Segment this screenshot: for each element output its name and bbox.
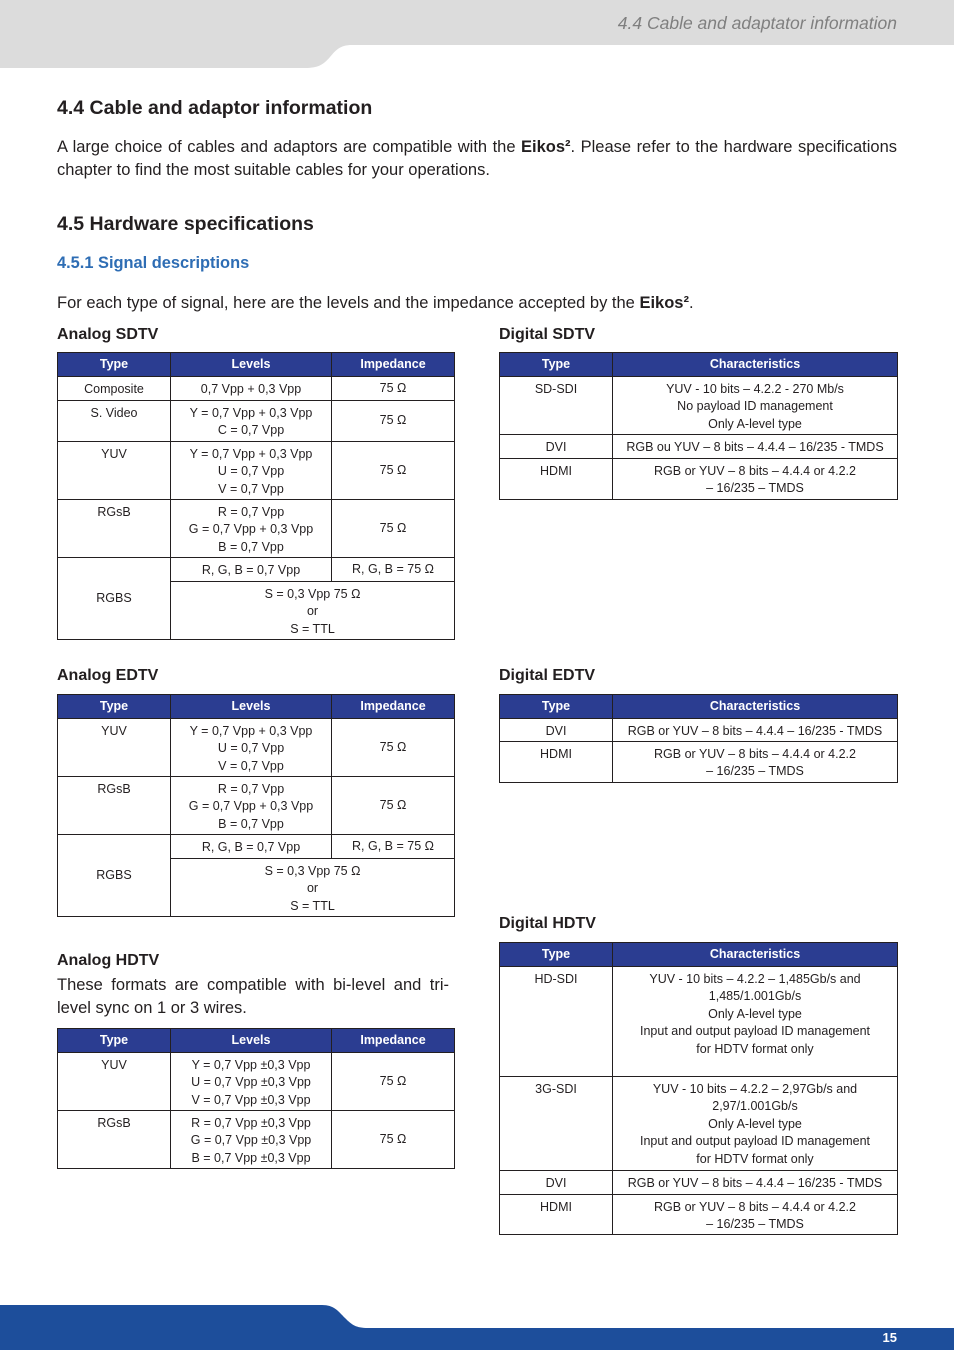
analog-edtv-table bbox=[57, 694, 455, 917]
table-row bbox=[500, 459, 898, 500]
column-header-type: Type bbox=[58, 353, 171, 377]
column-header-impedance: Impedance bbox=[332, 695, 455, 719]
product-name: Eikos² bbox=[521, 138, 571, 156]
levels-cell: R = 0,7 Vpp G = 0,7 Vpp + 0,3 Vpp B = 0,7 Vpp bbox=[171, 500, 332, 558]
table-row bbox=[58, 558, 455, 582]
intro-text-end: . bbox=[688, 294, 694, 312]
digital-hdtv-title: Digital HDTV bbox=[499, 915, 596, 932]
table-row bbox=[58, 1111, 455, 1169]
levels-cell: Y = 0,7 Vpp + 0,3 Vpp U = 0,7 Vpp V = 0,7 Vpp bbox=[171, 442, 332, 500]
sync-cell: S = 0,3 Vpp 75 Ω or S = TTL bbox=[171, 859, 455, 917]
impedance-cell: 75 Ω bbox=[332, 777, 455, 835]
table-header-row bbox=[500, 695, 898, 719]
characteristics-cell: RGB or YUV – 8 bits – 4.4.4 or 4.2.2 – 16/235 – TMDS bbox=[613, 459, 898, 500]
levels-cell: R, G, B = 0,7 Vpp bbox=[171, 835, 332, 859]
signal-type-cell: DVI bbox=[500, 435, 613, 459]
table-row bbox=[500, 435, 898, 459]
signal-type-cell: DVI bbox=[500, 1171, 613, 1195]
signal-type-cell: SD-SDI bbox=[500, 377, 613, 435]
table-header-row bbox=[58, 1029, 455, 1053]
digital-edtv-table bbox=[499, 694, 898, 783]
table-row bbox=[58, 719, 455, 777]
analog-hdtv-note: These formats are compatible with bi-level and tri-level sync on 1 or 3 wires. bbox=[57, 976, 449, 1017]
levels-cell: R = 0,7 Vpp G = 0,7 Vpp + 0,3 Vpp B = 0,7 Vpp bbox=[171, 777, 332, 835]
characteristics-cell: RGB or YUV – 8 bits – 4.4.4 or 4.2.2 – 16/235 – TMDS bbox=[613, 1195, 898, 1235]
characteristics-cell: RGB or YUV – 8 bits – 4.4.4 – 16/235 - TMDS bbox=[613, 1171, 898, 1195]
signal-type-cell: HD-SDI bbox=[500, 967, 613, 1077]
table-header-row bbox=[58, 353, 455, 377]
signal-type-cell: HDMI bbox=[500, 1195, 613, 1235]
section-title-4-5: 4.5 Hardware specifications bbox=[57, 213, 314, 235]
table-row bbox=[500, 377, 898, 435]
column-header-levels: Levels bbox=[171, 1029, 332, 1053]
signal-type-cell: RGsB bbox=[58, 500, 171, 558]
characteristics-cell: YUV - 10 bits – 4.2.2 – 2,97Gb/s and 2,97/1.001Gb/s Only A-level type Input and output payload ID management for HDTV format only bbox=[613, 1077, 898, 1171]
signal-type-cell: RGsB bbox=[58, 1111, 171, 1169]
signal-type-cell: YUV bbox=[58, 719, 171, 777]
signal-type-cell: S. Video bbox=[58, 401, 171, 442]
impedance-cell: R, G, B = 75 Ω bbox=[332, 835, 455, 859]
characteristics-cell: YUV - 10 bits – 4.2.2 – 1,485Gb/s and 1,485/1.001Gb/s Only A-level type Input and output payload ID management for HDTV format only bbox=[613, 967, 898, 1077]
signal-type-cell: Composite bbox=[58, 377, 171, 401]
characteristics-cell: RGB ou YUV – 8 bits – 4.4.4 – 16/235 - TMDS bbox=[613, 435, 898, 459]
signal-type-cell: HDMI bbox=[500, 459, 613, 500]
analog-sdtv-table bbox=[57, 352, 455, 640]
signal-type-cell: RGsB bbox=[58, 777, 171, 835]
signal-type-cell: RGBS bbox=[58, 835, 171, 917]
page-number: 15 bbox=[882, 1330, 897, 1345]
table-row bbox=[500, 742, 898, 783]
column-header-characteristics: Characteristics bbox=[613, 695, 898, 719]
impedance-cell: R, G, B = 75 Ω bbox=[332, 558, 455, 582]
table-header-row bbox=[500, 353, 898, 377]
digital-edtv-title: Digital EDTV bbox=[499, 667, 596, 684]
signal-type-cell: DVI bbox=[500, 719, 613, 742]
sync-cell: S = 0,3 Vpp 75 Ω or S = TTL bbox=[171, 582, 455, 640]
signal-type-cell: YUV bbox=[58, 1053, 171, 1111]
impedance-cell: 75 Ω bbox=[332, 500, 455, 558]
table-row bbox=[500, 967, 898, 1077]
column-header-type: Type bbox=[500, 353, 613, 377]
column-header-type: Type bbox=[500, 695, 613, 719]
column-header-type: Type bbox=[500, 943, 613, 967]
levels-cell: Y = 0,7 Vpp ±0,3 Vpp U = 0,7 Vpp ±0,3 Vpp V = 0,7 Vpp ±0,3 Vpp bbox=[171, 1053, 332, 1111]
characteristics-cell: RGB or YUV – 8 bits – 4.4.4 – 16/235 - TMDS bbox=[613, 719, 898, 742]
table-header-row bbox=[500, 943, 898, 967]
section-title-4-4: 4.4 Cable and adaptor information bbox=[57, 97, 373, 119]
table-row bbox=[500, 1077, 898, 1171]
table-row bbox=[58, 777, 455, 835]
characteristics-cell: YUV - 10 bits – 4.2.2 - 270 Mb/s No payload ID management Only A-level type bbox=[613, 377, 898, 435]
table-header-row bbox=[58, 695, 455, 719]
levels-cell: Y = 0,7 Vpp + 0,3 Vpp C = 0,7 Vpp bbox=[171, 401, 332, 442]
levels-cell: 0,7 Vpp + 0,3 Vpp bbox=[171, 377, 332, 401]
impedance-cell: 75 Ω bbox=[332, 401, 455, 442]
levels-cell: Y = 0,7 Vpp + 0,3 Vpp U = 0,7 Vpp V = 0,7 Vpp bbox=[171, 719, 332, 777]
signal-type-cell: HDMI bbox=[500, 742, 613, 783]
signal-type-cell: 3G-SDI bbox=[500, 1077, 613, 1171]
cable-intro-paragraph bbox=[57, 136, 897, 182]
digital-sdtv-title: Digital SDTV bbox=[499, 326, 596, 343]
table-row bbox=[500, 719, 898, 742]
intro-text-start: A large choice of cables and adaptors are compatible with the bbox=[57, 138, 522, 156]
table-row bbox=[58, 442, 455, 500]
characteristics-cell: RGB or YUV – 8 bits – 4.4.4 or 4.2.2 – 16/235 – TMDS bbox=[613, 742, 898, 783]
impedance-cell: 75 Ω bbox=[332, 1053, 455, 1111]
column-header-impedance: Impedance bbox=[332, 1029, 455, 1053]
column-header-levels: Levels bbox=[171, 353, 332, 377]
subsection-title-4-5-1: 4.5.1 Signal descriptions bbox=[57, 254, 250, 272]
footer-band bbox=[0, 1300, 954, 1350]
column-header-characteristics: Characteristics bbox=[613, 353, 898, 377]
analog-hdtv-table bbox=[57, 1028, 455, 1169]
table-row bbox=[58, 1053, 455, 1111]
table-row bbox=[58, 500, 455, 558]
column-header-type: Type bbox=[58, 695, 171, 719]
table-row bbox=[58, 835, 455, 859]
analog-edtv-title: Analog EDTV bbox=[57, 667, 159, 684]
table-row bbox=[500, 1195, 898, 1235]
analog-hdtv-title: Analog HDTV bbox=[57, 952, 160, 969]
running-header-title: 4.4 Cable and adaptator information bbox=[617, 13, 897, 33]
table-row bbox=[500, 1171, 898, 1195]
column-header-impedance: Impedance bbox=[332, 353, 455, 377]
impedance-cell: 75 Ω bbox=[332, 719, 455, 777]
column-header-levels: Levels bbox=[171, 695, 332, 719]
analog-sdtv-title: Analog SDTV bbox=[57, 326, 159, 343]
header-band bbox=[0, 0, 954, 70]
table-row bbox=[58, 377, 455, 401]
intro-text-end: . Please refer to the hardware specifications chapter to find the most suitable cables for your operations. bbox=[57, 138, 897, 179]
digital-hdtv-table bbox=[499, 942, 898, 1235]
signal-type-cell: RGBS bbox=[58, 558, 171, 640]
product-name: Eikos² bbox=[639, 294, 689, 312]
digital-sdtv-table bbox=[499, 352, 898, 500]
levels-cell: R = 0,7 Vpp ±0,3 Vpp G = 0,7 Vpp ±0,3 Vpp B = 0,7 Vpp ±0,3 Vpp bbox=[171, 1111, 332, 1169]
column-header-type: Type bbox=[58, 1029, 171, 1053]
signal-type-cell: YUV bbox=[58, 442, 171, 500]
impedance-cell: 75 Ω bbox=[332, 1111, 455, 1169]
impedance-cell: 75 Ω bbox=[332, 442, 455, 500]
column-header-characteristics: Characteristics bbox=[613, 943, 898, 967]
impedance-cell: 75 Ω bbox=[332, 377, 455, 401]
intro-text-start: For each type of signal, here are the levels and the impedance accepted by the bbox=[57, 294, 640, 312]
levels-cell: R, G, B = 0,7 Vpp bbox=[171, 558, 332, 582]
signal-intro-paragraph bbox=[57, 292, 897, 315]
table-row bbox=[58, 401, 455, 442]
